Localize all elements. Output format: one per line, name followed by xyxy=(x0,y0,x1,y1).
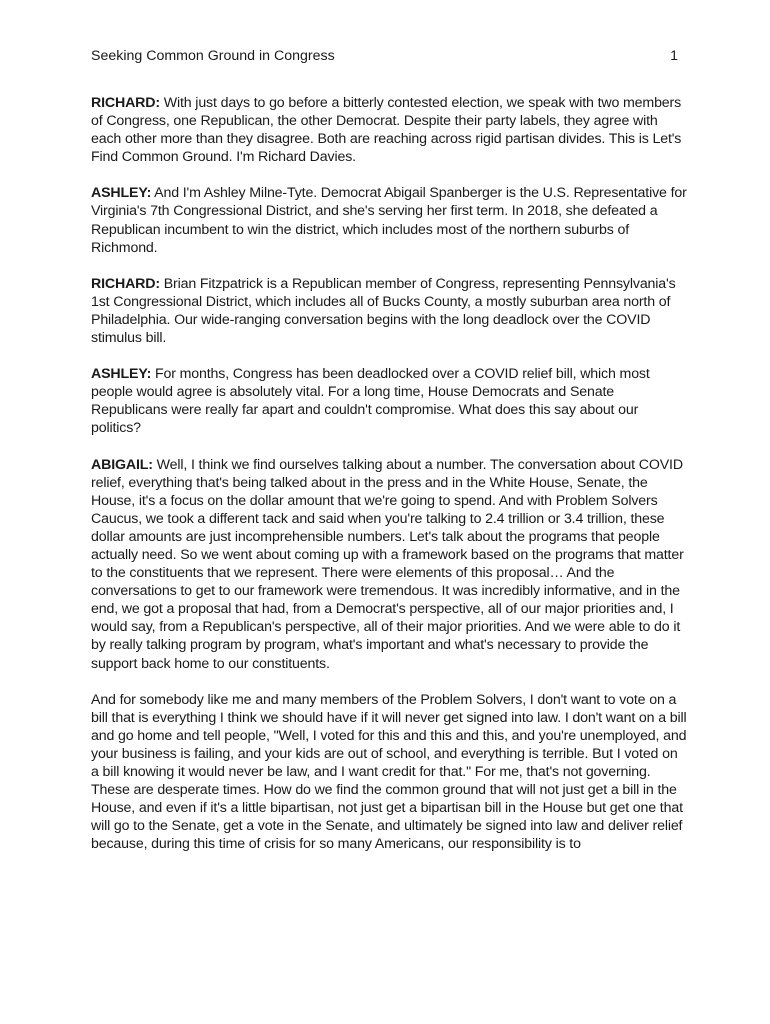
transcript-paragraph-3 xyxy=(91,275,687,347)
page-number: 1 xyxy=(670,48,678,64)
document-title: Seeking Common Ground in Congress xyxy=(91,48,335,64)
paragraph-text: And I'm Ashley Milne-Tyte. Democrat Abigail Spanberger is the U.S. Representative for Virginia's 7th Congressional District, and she's serving her first term. In 2018, she defeated a Republican incumbent to win the district, which includes most of the northern suburbs of Richmond. xyxy=(91,185,687,256)
speaker-name: ASHLEY: xyxy=(91,185,152,202)
speaker-name: ABIGAIL: xyxy=(91,456,153,473)
transcript-paragraph-6 xyxy=(91,691,687,854)
paragraph-text: And for somebody like me and many members of the Problem Solvers, I don't want to vote on a bill that is everything I think we should have if it will never get signed into law. I don't want on a bill and go home and tell people, "Well, I voted for this and this and this, and you're unemployed, and your business is failing, and your kids are out of school, and everything is terrible. But I voted on a bill knowing it would never be law, and I want credit for that." For me, that's not governing. These are desperate times. How do we find the common ground that will not just get a bill in the House, and even if it's a little bipartisan, not just get a bipartisan bill in the House but get one that will go to the Senate, get a vote in the Senate, and ultimately be signed into law and deliver relief because, during this time of crisis for so many Americans, our responsibility is to xyxy=(91,691,687,853)
paragraph-text: For months, Congress has been deadlocked over a COVID relief bill, which most people would agree is absolutely vital. For a long time, House Democrats and Senate Republicans were really far apart and couldn't compromise. What does this say about our politics? xyxy=(91,366,650,437)
page-header xyxy=(91,47,678,65)
transcript-paragraph-4 xyxy=(91,365,687,437)
transcript-body xyxy=(91,94,687,871)
speaker-name: RICHARD: xyxy=(91,95,160,111)
transcript-paragraph-2 xyxy=(91,184,687,256)
paragraph-text: Well, I think we find ourselves talking about a number. The conversation about COVID relief, everything that's being talked about in the press and in the White House, Senate, the House, it's a focus on the dollar amount that we're going to spend. And with Problem Solvers Caucus, we took a different tack and said when you're talking to 2.4 trillion or 3.4 trillion, these dollar amounts are just incomprehensible numbers. Let's talk about the programs that people actually need. So we went about coming up with a framework based on the programs that matter to the constituents that we represent. There were elements of this proposal… And the conversations to get to our framework were tremendous. It was incredibly informative, and in the end, we got a proposal that had, from a Democrat's perspective, all of our major priorities and, I would say, from a Republican's perspective, all of their major priorities. And we were able to do it by really talking program by program, what's important and what's necessary to provide the support back home to our constituents. xyxy=(91,456,684,672)
transcript-paragraph-1 xyxy=(91,94,687,166)
speaker-name: RICHARD: xyxy=(91,275,160,292)
paragraph-text: With just days to go before a bitterly contested election, we speak with two members of Congress, one Republican, the other Democrat. Despite their party labels, they agree with each other more than they disagree. Both are reaching across rigid partisan divides. This is Let's Find Common Ground. I'm Richard Davies. xyxy=(91,95,682,166)
paragraph-text: Brian Fitzpatrick is a Republican member of Congress, representing Pennsylvania's 1st Congressional District, which includes all of Bucks County, a mostly suburban area north of Philadelphia. Our wide-ranging conversation begins with the long deadlock over the COVID stimulus bill. xyxy=(91,275,676,347)
speaker-name: ASHLEY: xyxy=(91,366,152,383)
transcript-paragraph-5 xyxy=(91,456,687,673)
